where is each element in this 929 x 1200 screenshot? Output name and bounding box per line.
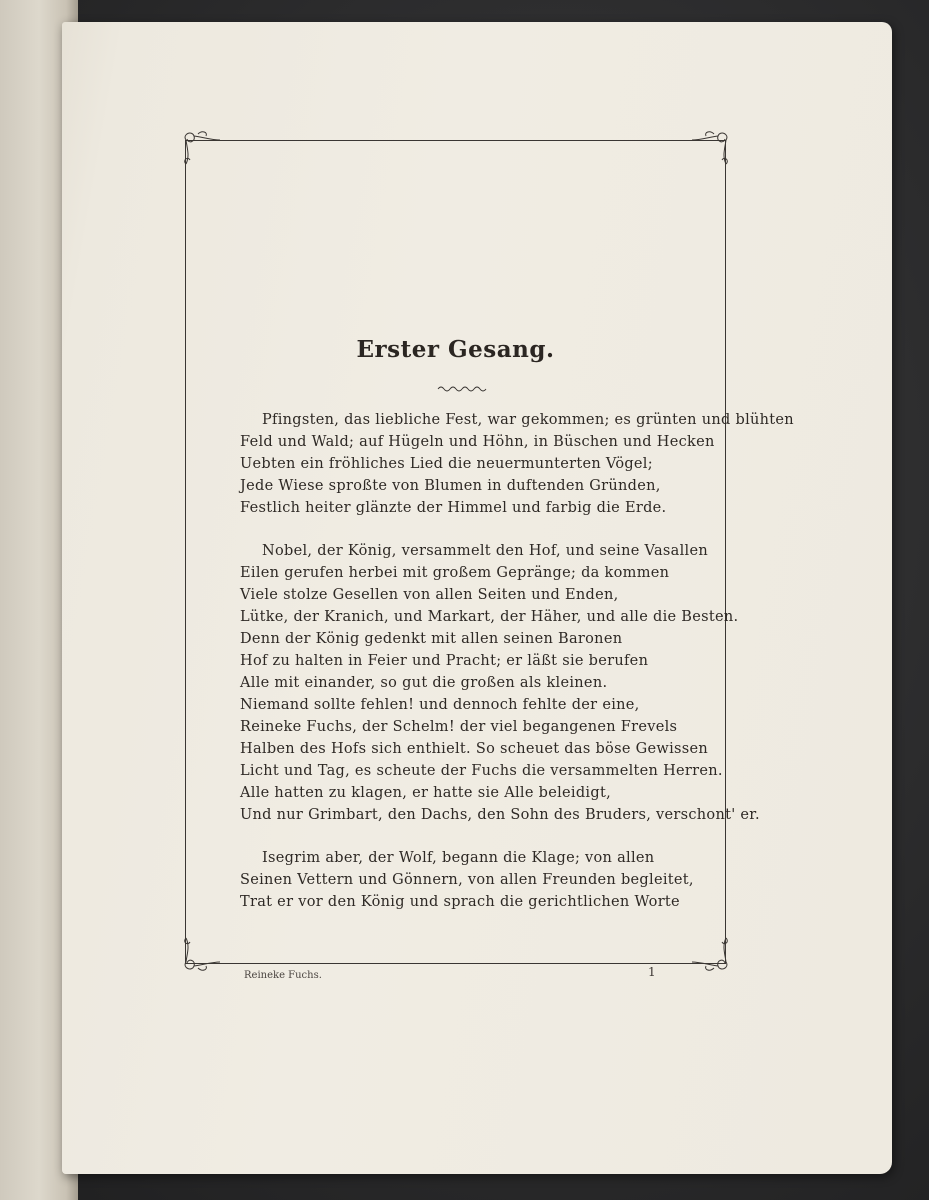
verse-line: Halben des Hofs sich enthielt. So scheuet das böse Gewissen — [240, 741, 709, 757]
verse-line: Reineke Fuchs, der Schelm! der viel begangenen Frevels — [240, 719, 678, 735]
verse-line: Nobel, der König, versammelt den Hof, und seine Vasallen — [262, 543, 709, 559]
page-number: 1 — [648, 965, 656, 979]
verse-line: Licht und Tag, es scheute der Fuchs die versammelten Herren. — [240, 763, 723, 779]
verse-line: Uebten ein fröhliches Lied die neuermunterten Vögel; — [240, 456, 653, 472]
stanza — [240, 409, 794, 519]
verse-line: Denn der König gedenkt mit allen seinen Baronen — [240, 631, 623, 647]
poem-body — [240, 409, 794, 934]
verse-line: Viele stolze Gesellen von allen Seiten und Enden, — [240, 587, 619, 603]
stanza — [240, 847, 710, 913]
verse-line: Hof zu halten in Feier und Pracht; er läßt sie berufen — [240, 653, 649, 669]
heading-ornament — [437, 384, 489, 394]
verse-line: Niemand sollte fehlen! und dennoch fehlte der eine, — [240, 697, 640, 713]
verse-line: Seinen Vettern und Gönnern, von allen Freunden begleitet, — [240, 872, 694, 888]
verse-line: Alle mit einander, so gut die großen als kleinen. — [240, 675, 608, 691]
verse-line: Pfingsten, das liebliche Fest, war gekommen; es grünten und blühten — [262, 412, 794, 428]
chapter-heading: Erster Gesang. — [356, 336, 555, 363]
running-footer-title: Reineke Fuchs. — [244, 970, 322, 981]
verse-line: Eilen gerufen herbei mit großem Gepränge; da kommen — [240, 565, 670, 581]
verse-line: Lütke, der Kranich, und Markart, der Häher, und alle die Besten. — [240, 609, 739, 625]
verse-line: Feld und Wald; auf Hügeln und Höhn, in Büschen und Hecken — [240, 434, 715, 450]
verse-line: Jede Wiese sproßte von Blumen in duftenden Gründen, — [240, 478, 661, 494]
verse-line: Alle hatten zu klagen, er hatte sie Alle beleidigt, — [240, 785, 611, 801]
verse-line: Trat er vor den König und sprach die gerichtlichen Worte — [240, 894, 680, 910]
stanza — [240, 540, 760, 826]
verse-line: Und nur Grimbart, den Dachs, den Sohn des Bruders, verschont' er. — [240, 807, 760, 823]
verse-line: Festlich heiter glänzte der Himmel und farbig die Erde. — [240, 500, 667, 516]
verse-line: Isegrim aber, der Wolf, begann die Klage; von allen — [262, 850, 655, 866]
